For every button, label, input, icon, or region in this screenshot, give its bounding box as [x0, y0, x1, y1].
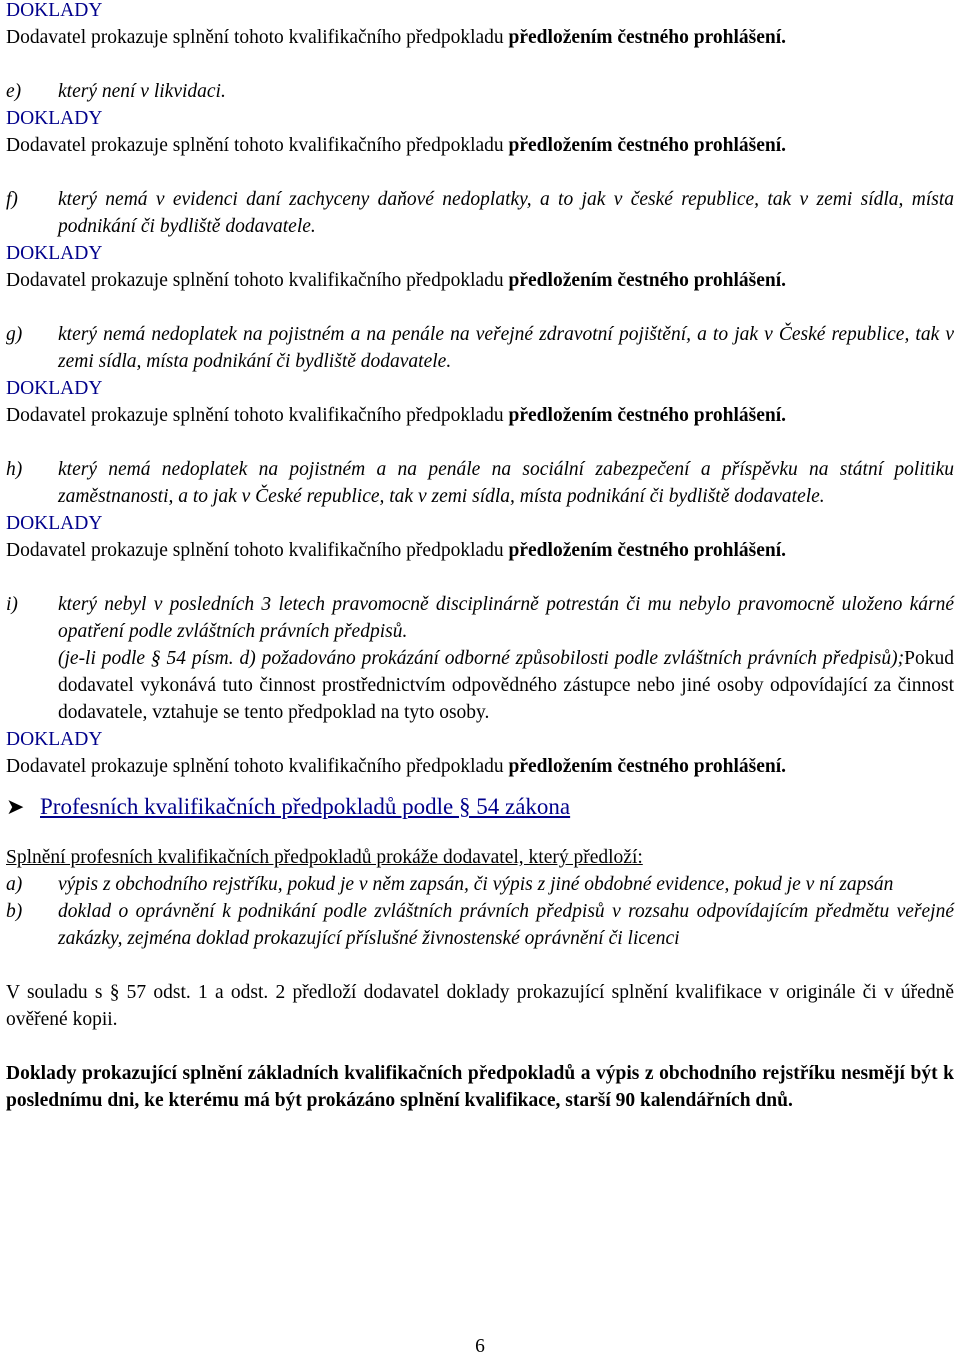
list-item	[6, 78, 954, 105]
doklady-label: DOKLADY	[6, 378, 103, 399]
list-item	[6, 898, 954, 952]
doklady-label: DOKLADY	[6, 0, 103, 21]
item-label: i)	[6, 594, 18, 615]
item-text: který není v likvidaci.	[58, 81, 226, 102]
item-text: který nemá nedoplatek na pojistném a na penále na veřejné zdravotní pojištění, a to jak v České republice, tak v zemi sídla, místa podnikání či bydliště dodavatele.	[58, 324, 954, 372]
declaration: Dodavatel prokazuje splnění tohoto kvalifikačního předpokladu předložením čestného prohlášení.	[6, 540, 787, 561]
item-text: který nemá v evidenci daní zachyceny daňové nedoplatky, a to jak v české republice, tak v zemi sídla, místa podnikání či bydliště dodavatele.	[58, 189, 954, 237]
list-item	[6, 186, 954, 240]
list-item	[6, 456, 954, 510]
item-label: b)	[6, 901, 23, 922]
validity-note: Doklady prokazující splnění základních kvalifikačních předpokladů a výpis z obchodního rejstříku nesmějí být k poslednímu dni, ke kterému má být prokázáno splnění kvalifikace, starší 90 kalendářních dnů.	[6, 1063, 954, 1111]
arrow-bullet-icon: ➤	[6, 794, 25, 819]
declaration: Dodavatel prokazuje splnění tohoto kvalifikačního předpokladu předložením čestného prohlášení.	[6, 135, 787, 156]
section-intro: Splnění profesních kvalifikačních předpokladů prokáže dodavatel, který předloží:	[6, 847, 643, 868]
declaration: Dodavatel prokazuje splnění tohoto kvalifikačního předpokladu předložením čestného prohlášení.	[6, 270, 787, 291]
item-text: výpis z obchodního rejstříku, pokud je v něm zapsán, či výpis z jiné obdobné evidence, pokud je v ní zapsán	[58, 874, 894, 895]
requirements-list	[6, 871, 954, 952]
item-label: g)	[6, 324, 23, 345]
doklady-label: DOKLADY	[6, 513, 103, 534]
list-item	[6, 591, 954, 726]
doklady-label: DOKLADY	[6, 108, 103, 129]
section-heading	[6, 792, 954, 822]
section-heading-text: Profesních kvalifikačních předpokladů podle § 54 zákona	[40, 794, 571, 819]
declaration: Dodavatel prokazuje splnění tohoto kvalifikačního předpokladu předložením čestného prohlášení.	[6, 756, 787, 777]
item-label: f)	[6, 189, 18, 210]
item-text: doklad o oprávnění k podnikání podle zvláštních právních předpisů v rozsahu odpovídajícím předmětu veřejné zakázky, zejména doklad prokazující příslušné živnostenské oprávnění či licenci	[58, 901, 954, 949]
originals-paragraph: V souladu s § 57 odst. 1 a odst. 2 předloží dodavatel doklady prokazující splnění kvalifikace v originále či v úředně ověřené kopii.	[6, 982, 954, 1030]
doklady-label: DOKLADY	[6, 243, 103, 264]
doklady-label: DOKLADY	[6, 729, 103, 750]
item-label: e)	[6, 81, 22, 102]
item-label: a)	[6, 874, 23, 895]
item-label: h)	[6, 459, 23, 480]
item-text: který nemá nedoplatek na pojistném a na penále na sociální zabezpečení a příspěvku na státní politiku zaměstnanosti, a to jak v České republice, tak v zemi sídla, místa podnikání či bydliště dodavatele.	[58, 459, 954, 507]
declaration: Dodavatel prokazuje splnění tohoto kvalifikačního předpokladu předložením čestného prohlášení.	[6, 27, 787, 48]
document-page	[6, 0, 954, 1114]
page-number: 6	[475, 1336, 485, 1357]
list-item	[6, 871, 954, 898]
declaration: Dodavatel prokazuje splnění tohoto kvalifikačního předpokladu předložením čestného prohlášení.	[6, 405, 787, 426]
item-text: který nebyl v posledních 3 letech pravomocně disciplinárně potrestán či mu nebylo pravomocně uloženo kárné opatření podle zvláštních právních předpisů. (je-li podle § 54 písm. d) požadováno prokázání odborné způsobilosti podle zvláštních právních předpisů);Pokud dodavatel vykonává tuto činnost prostřednictvím odpovědného zástupce nebo jiné osoby odpovídající za činnost dodavatele, vztahuje se tento předpoklad na tyto osoby.	[58, 594, 954, 723]
list-item	[6, 321, 954, 375]
